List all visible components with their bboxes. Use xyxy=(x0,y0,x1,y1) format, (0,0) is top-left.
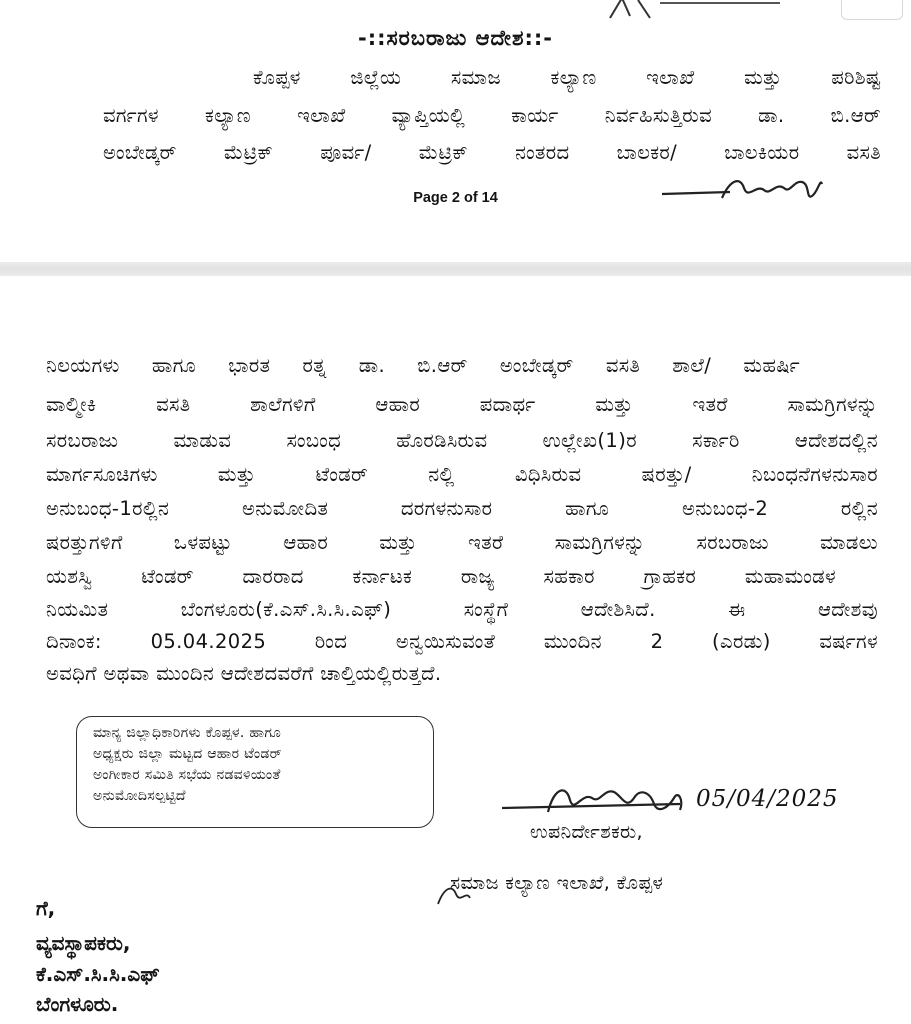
body-line-7: ಯಶಸ್ವಿ ಟೆಂಡರ್ ದಾರರಾದ ಕರ್ನಾಟಕ ರಾಜ್ಯ ಸಹಕಾರ ಗ್ರಾಹಕರ ಮಹಾಮಂಡಳ xyxy=(46,565,836,588)
top-underline-mark xyxy=(660,0,780,4)
body-line-5: ಅನುಬಂಧ-1ರಲ್ಲಿನ ಅನುಮೋದಿತ ದರಗಳನುಸಾರ ಹಾಗೂ ಅನುಬಂಧ-2 ರಲ್ಲಿನ xyxy=(46,497,878,520)
corner-box xyxy=(841,0,903,20)
page-number: Page 2 of 14 xyxy=(413,190,498,206)
note-line-3: ಅಂಗೀಕಾರ ಸಮಿತಿ ಸಭೆಯ ನಡವಳಿಯಂತೆ xyxy=(93,767,281,783)
approval-note-box xyxy=(76,716,434,828)
intro-line-1: ಕೊಪ್ಪಳ ಜಿಲ್ಲೆಯ ಸಮಾಜ ಕಲ್ಯಾಣ ಇಲಾಖೆ ಮತ್ತು ಪರಿಶಿಷ್ಟ xyxy=(253,66,881,89)
recipient-organization: ಕೆ.ಎಸ್.ಸಿ.ಸಿ.ಎಫ್ xyxy=(36,962,160,986)
body-line-2: ವಾಲ್ಮೀಕಿ ವಸತಿ ಶಾಲೆಗಳಿಗೆ ಆಹಾರ ಪದಾರ್ಥ ಮತ್ತು ಇತರೆ ಸಾಮಗ್ರಿಗಳನ್ನು xyxy=(46,393,878,416)
note-line-1: ಮಾನ್ಯ ಜಿಲ್ಲಾಧಿಕಾರಿಗಳು ಕೊಪ್ಪಳ. ಹಾಗೂ xyxy=(93,725,282,741)
current-page-section xyxy=(0,276,911,1024)
page-separator xyxy=(0,262,911,276)
officer-signature-icon xyxy=(500,774,700,824)
signatory-designation: ಉಪನಿರ್ದೇಶಕರು, xyxy=(530,821,643,843)
recipient-city: ಬೆಂಗಳೂರು. xyxy=(36,992,119,1016)
body-line-4: ಮಾರ್ಗಸೂಚಿಗಳು ಮತ್ತು ಟೆಂಡರ್ ನಲ್ಲಿ ವಿಧಿಸಿರುವ ಷರತ್ತು/ ನಿಬಂಧನೆಗಳನುಸಾರ xyxy=(46,463,878,486)
order-title: -::ಸರಬರಾಜು ಆದೇಶ::- xyxy=(358,26,553,50)
body-line-1: ನಿಲಯಗಳು ಹಾಗೂ ಭಾರತ ರತ್ನ ಡಾ. ಬಿ.ಆರ್ ಅಂಬೇಡ್ಕರ್ ವಸತಿ ಶಾಲೆ/ ಮಹರ್ಷಿ xyxy=(46,354,800,377)
signature-date: 05/04/2025 xyxy=(696,786,839,812)
office-seal-scribble-icon xyxy=(434,880,474,910)
body-line-9: ದಿನಾಂಕ: 05.04.2025 ರಿಂದ ಅನ್ವಯಿಸುವಂತೆ ಮುಂದಿನ 2 (ಎರಡು) ವರ್ಷಗಳ xyxy=(46,630,878,653)
body-line-8: ನಿಯಮಿತ ಬೆಂಗಳೂರು(ಕೆ.ಎಸ್.ಸಿ.ಸಿ.ಎಫ್) ಸಂಸ್ಥೆಗೆ ಆದೇಶಿಸಿದೆ. ಈ ಆದೇಶವು xyxy=(46,598,878,621)
body-line-10: ಅವಧಿಗೆ ಅಥವಾ ಮುಂದಿನ ಆದೇಶದವರೆಗೆ ಚಾಲ್ತಿಯಲ್ಲಿರುತ್ತದೆ. xyxy=(46,662,442,685)
note-line-2: ಅಧ್ಯಕ್ಷರು ಜಿಲ್ಲಾ ಮಟ್ಟದ ಆಹಾರ ಟೆಂಡರ್ xyxy=(93,746,282,762)
body-line-3: ಸರಬರಾಜು ಮಾಡುವ ಸಂಬಂಧ ಹೊರಡಿಸಿರುವ ಉಲ್ಲೇಖ(1)ರ ಸರ್ಕಾರಿ ಆದೇಶದಲ್ಲಿನ xyxy=(46,429,878,452)
handwritten-mark-icon xyxy=(600,0,660,24)
recipient-title: ವ್ಯವಸ್ಥಾಪಕರು, xyxy=(36,931,131,955)
body-line-6: ಷರತ್ತುಗಳಿಗೆ ಒಳಪಟ್ಟು ಆಹಾರ ಮತ್ತು ಇತರೆ ಸಾಮಗ್ರಿಗಳನ್ನು ಸರಬರಾಜು ಮಾಡಲು xyxy=(46,531,878,554)
signatory-office: ಸಮಾಜ ಕಲ್ಯಾಣ ಇಲಾಖೆ, ಕೊಪ್ಪಳ xyxy=(450,872,664,894)
intro-line-3: ಅಂಬೇಡ್ಕರ್ ಮೆಟ್ರಿಕ್ ಪೂರ್ವ/ ಮೆಟ್ರಿಕ್ ನಂತರದ ಬಾಲಕರ/ ಬಾಲಕಿಯರ ವಸತಿ xyxy=(103,141,881,164)
previous-page-section xyxy=(0,0,911,262)
intro-line-2: ವರ್ಗಗಳ ಕಲ್ಯಾಣ ಇಲಾಖೆ ವ್ಯಾಪ್ತಿಯಲ್ಲಿ ಕಾರ್ಯ ನಿರ್ವಹಿಸುತ್ತಿರುವ ಡಾ. ಬಿ.ಆರ್ xyxy=(103,104,881,127)
to-prefix: ಗೆ, xyxy=(36,896,56,920)
note-line-4: ಅನುಮೋದಿಸಲ್ಪಟ್ಟಿದೆ xyxy=(93,788,186,804)
